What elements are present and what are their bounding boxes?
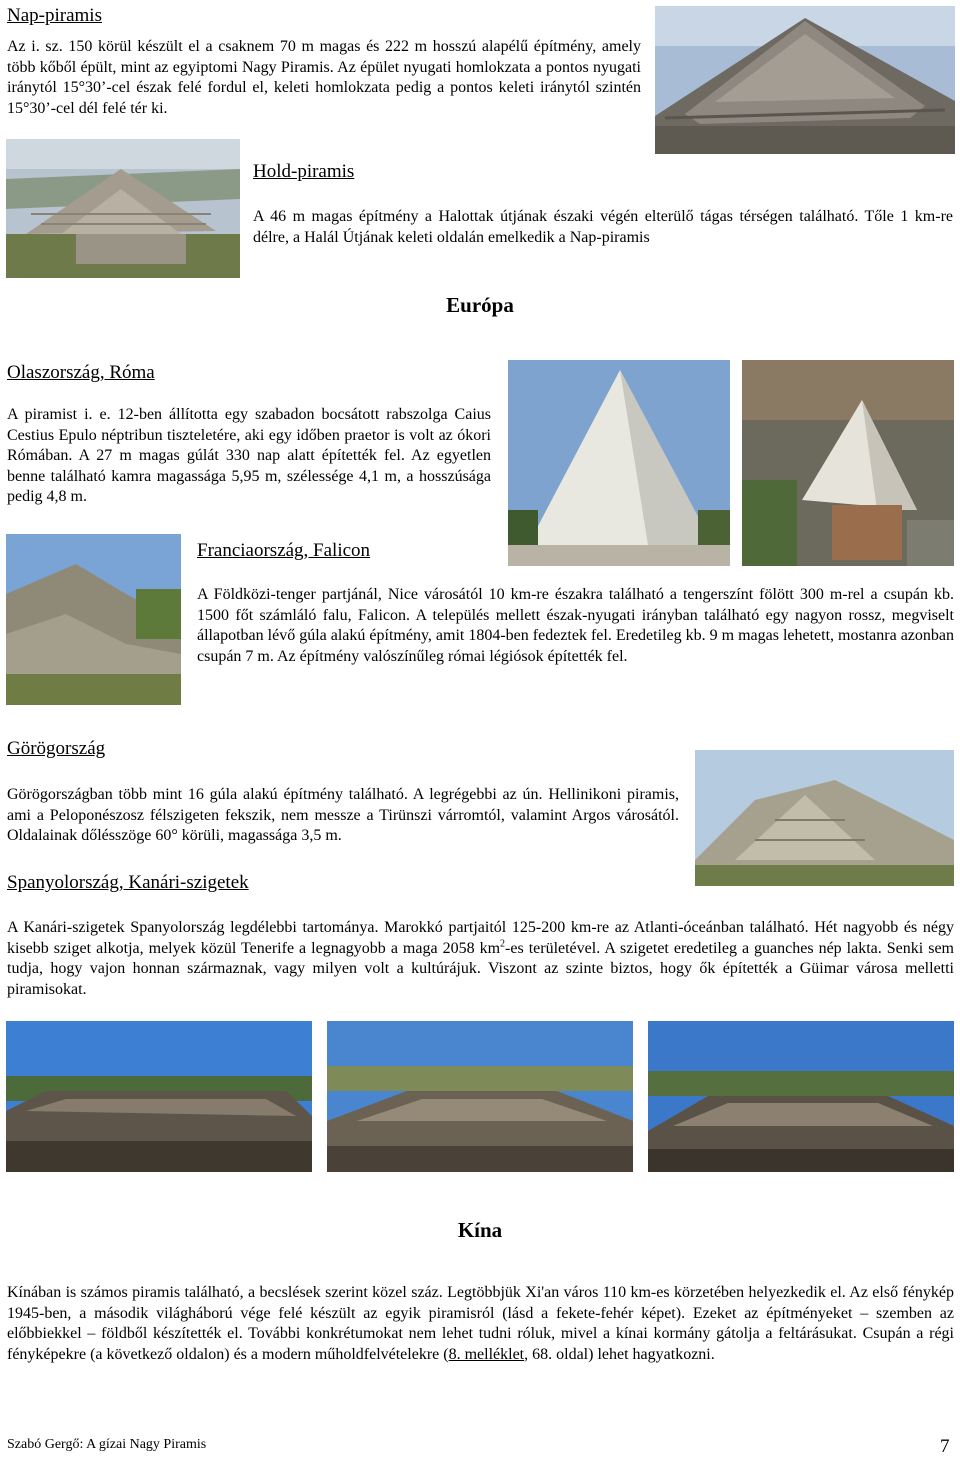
gorog-text: Görögországban több mint 16 gúla alakú építmény található. A legrégebbi az ún. Hellinikoni piramis, ami a Peloponészosz félszigeten fekszik, nem messze a Tirünszi várromtól, valamint Argos városától. Oldalainak dőlésszöge 60° körüli, magassága 3,5 m. <box>7 786 679 844</box>
page-number: 7 <box>940 1436 950 1457</box>
hold-piramis-text: A 46 m magas építmény a Halottak útjának északi végén elterülő tágas térségen található. Tőle 1 km-re délre, a Halál Útjának keleti oldalán emelkedik a Nap-piramis <box>253 208 953 246</box>
kina-text-part2: , 68. oldal) lehet hagyatkozni. <box>524 1345 715 1363</box>
nap-piramis-text: Az i. sz. 150 körül készült el a csaknem 70 m magas és 222 m hosszú alapélű építmény, amely több kőből épült, mint az egyiptomi Nagy Piramis. Az épület nyugati homlokzata a pontos nyugati iránytól 15°30’-cel észak felé fordul el, keleti homlokzata pedig a pontos keleti iránytól szintén 15°30’-cel dél felé tér ki. <box>7 38 641 117</box>
kina-text-part1: Kínában is számos piramis található, a becslések szerint közel száz. Legtöbbjük Xi'an város 110 km-es körzetében helyezkedik el. Az első fénykép 1945-ben, a második világháború vége felé készült az egyik piramisról (lásd a fekete-fehér képet). Ezeket az építményeket – szemben az előbbiekkel – földből készítették el. További konkrétumokat nem lehet tudni róluk, mivel a kínai kormány gátolja a feltárásukat. Csupán a régi fényképekre (a következő oldalon) és a modern műholdfelvételekre ( <box>7 1284 954 1363</box>
kanari-text-part1: A Kanári-szigetek Spanyolország legdélebbi tartománya. Marokkó partjaitól 125-200 km-re az Atlanti-óceánban található. Hét nagyobb és négy kisebb sziget alkotja, melyek közül Tenerife a legnagyobb a maga 2058 km <box>7 919 954 957</box>
roma-text: A piramist i. e. 12-ben állította egy szabadon bocsátott rabszolga Caius Cestius Epulo néptribun tiszteletére, aki egy időben praetor is volt az ókori Rómában. A 27 m magas gúlát 330 nap alatt építették fel. Az egyetlen benne található kamra magassága 5,95 m, szélessége 4,1 m, a hosszúsága pedig 4,8 m. <box>7 406 491 505</box>
gorog-heading: Görögország <box>7 738 106 759</box>
cestius-pyramid-photo <box>508 360 730 566</box>
roma-heading: Olaszország, Róma <box>7 362 155 383</box>
kanari-text-part2: -es területével. A szigetet eredetileg a guanches nép lakta. Senki sem tudja, hogy vajon honnan származnak, vagy milyen volt a kultúrájuk. Viszont az szinte biztos, hogy ők építették a Güimar városa melletti piramisokat. <box>7 939 954 998</box>
falicon-heading: Franciaország, Falicon <box>197 540 371 561</box>
moon-pyramid-photo <box>6 139 240 278</box>
guimar-pyramid-photo-2 <box>327 1021 633 1172</box>
footer-author: Szabó Gergő: A gízai Nagy Piramis <box>7 1437 207 1452</box>
cestius-aerial-photo <box>742 360 954 566</box>
kina-heading: Kína <box>457 1218 503 1242</box>
europa-heading: Európa <box>446 293 514 317</box>
hellinikon-pyramid-photo <box>695 750 954 886</box>
kanari-text <box>7 918 954 1000</box>
guimar-pyramid-photo-1 <box>6 1021 312 1172</box>
nap-piramis-heading: Nap-piramis <box>7 5 102 26</box>
kina-text <box>7 1283 954 1365</box>
falicon-text: A Földközi-tenger partjánál, Nice városától 10 km-re északra található a tengerszínt fölött 300 m-rel a csupán kb. 1500 főt számláló falu, Falicon. A település mellett észak-nyugati irányban található egy nagyon rossz, megviselt állapotban lévő gúla alakú építmény, amit 1804-ben fedeztek fel. Eredetileg kb. 9 m magas lehetett, mostanra azonban csupán 7 m. Az építmény valószínűleg római légiósok építették fel. <box>197 586 954 665</box>
sun-pyramid-photo <box>655 6 955 154</box>
melleklet-link[interactable]: 8. melléklet <box>448 1345 525 1363</box>
hold-piramis-heading: Hold-piramis <box>253 161 355 182</box>
km2-superscript: 2 <box>500 938 506 950</box>
kanari-heading: Spanyolország, Kanári-szigetek <box>7 872 249 893</box>
guimar-pyramid-photo-3 <box>648 1021 954 1172</box>
falicon-pyramid-photo <box>6 534 181 705</box>
